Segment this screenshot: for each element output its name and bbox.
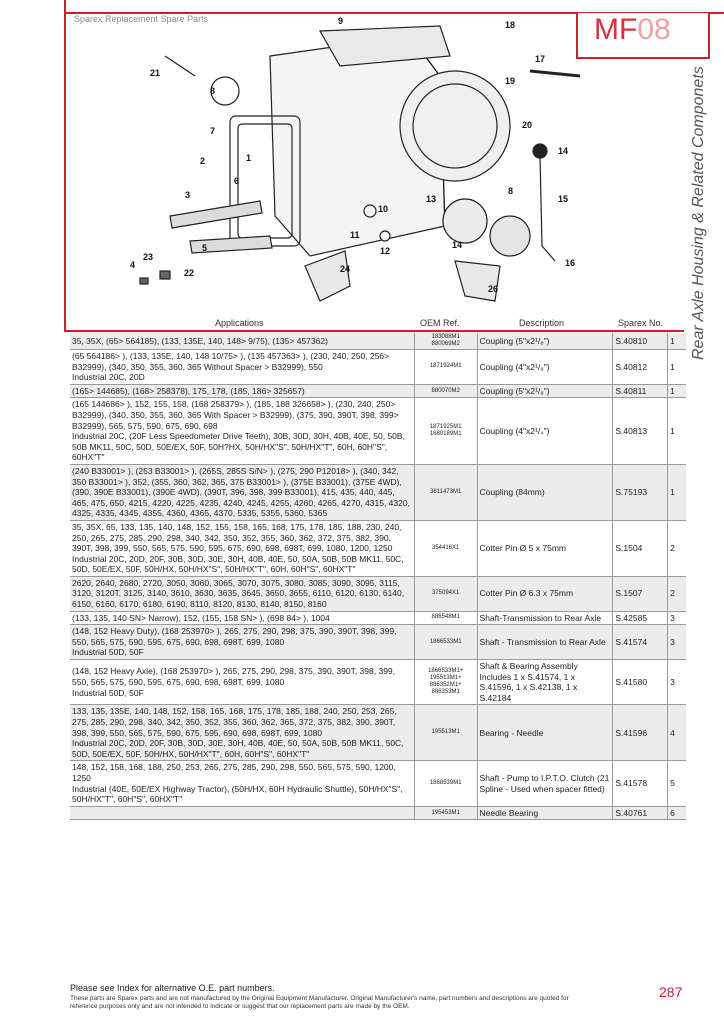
oem-cell: 195513M1	[414, 705, 477, 761]
cable-22	[165, 56, 195, 76]
section-code	[594, 13, 671, 47]
applications-cell: 2620, 2640, 2680, 2720, 3050, 3060, 3065, 3070, 3075, 3080, 3085, 3090, 3095, 3115, 3120, 3120T, 3125, 3140, 3610, 3630, 3635, 3645, 3650, 3655, 6110, 6120, 6130, 6140, 6150, 6160, 6170, 6180, 6190, 8110, 8120, 8130, 8140, 8150, 8160	[70, 576, 414, 611]
section-code-prefix: MF	[594, 13, 638, 46]
sparex-cell: S.1504	[613, 520, 668, 576]
callout-11: 11	[350, 230, 360, 240]
ref-cell: 5	[668, 761, 686, 806]
callout-2: 2	[200, 156, 206, 166]
section-title: Rear Axle Housing & Related Componets	[690, 66, 707, 360]
callout-8-top: 8	[210, 86, 216, 96]
ref-cell: 2	[668, 520, 686, 576]
table-row	[70, 611, 686, 625]
oem-cell: 886548M1	[414, 611, 477, 625]
description-cell: Coupling (5"x2¹/₈")	[477, 333, 613, 350]
ref-cell: 1	[668, 333, 686, 350]
applications-cell: (165 144686> ), 152, 155, 158, (168 258379> ), (185, 188 326658> ), (230, 240, 250> B32999), (340, 350, 355, 360, 365 With Spacer > B32999), (375, 390, 390T, 398, 399> B32999), 565, 575, 590, 675, 690, 698 Industrial 20C, (20F Less Speedometer Drive Teeth), 30B, 30D, 30H, 40B, 40E, 50, 50B, 50B MK11, 50C, 50D, 50E/EX, 50F, 50H?HX, 50H/HX"S", 50H/HX"T", 60H, 60H"S", 60HX"T"	[70, 398, 414, 465]
callout-12: 12	[380, 246, 391, 256]
sparex-cell: S.40810	[613, 333, 668, 350]
callout-22: 21	[150, 68, 161, 78]
section-code-suffix: 08	[637, 13, 671, 46]
applications-cell: (148, 152 Heavy Axle), (168 253970> ), 265, 275, 290, 298, 375, 390, 390T, 398, 399, 550, 565, 575, 590, 595, 675, 690, 698, 698T, 699, 1080 Industrial 50D, 50F	[70, 660, 414, 705]
description-cell: Coupling (4"x2¹/₈")	[477, 350, 613, 385]
brand-title: Sparex Replacement Spare Parts	[74, 14, 209, 24]
ref-cell: 1	[668, 350, 686, 385]
table-row	[70, 464, 686, 520]
description-cell: Cotter Pin Ø 6.3 x 75mm	[477, 576, 613, 611]
flange-small	[490, 216, 530, 256]
callout-4: 4	[130, 260, 136, 270]
applications-cell: 133, 135, 135E, 140, 148, 152, 158, 165, 168, 175, 178, 185, 188, 240, 250, 253, 265, 275, 285, 290, 298, 340, 342, 350, 352, 355, 360, 362, 365, 372, 375, 382, 390, 390T, 398, 399, 550, 565, 575, 590, 675, 595, 690, 698, 698T, 699, 1080 Industrial 20C, 20D, 20F, 30B, 30D, 30E, 30H, 40B, 40E, 50, 50A, 50B, 50B MK11, 50C, 50D, 50E/EX, 50F, 50H/HX, 50H/HX"T", 60H, 60H"S", 60HX"T"	[70, 705, 414, 761]
oem-cell: 1866533M1+ 195513M1+ 886352M1+ 886353M1	[414, 660, 477, 705]
flange-large	[400, 71, 510, 181]
callout-18: 17	[535, 54, 546, 64]
page-number: 287	[659, 984, 683, 1000]
callout-8-right: 8	[508, 186, 514, 196]
callout-10: 10	[378, 204, 389, 214]
description-cell: Needle Bearing	[477, 806, 613, 820]
applications-cell: (148, 152 Heavy Duty), (168 253970> ), 265, 275, 290, 298, 375, 390, 390T, 398, 399, 550, 565, 575, 590, 595, 675, 690, 698, 698T, 699, 1080 Industrial 50D, 50F	[70, 625, 414, 660]
table-row	[70, 576, 686, 611]
description-cell: Cotter Pin Ø 5 x 75mm	[477, 520, 613, 576]
applications-cell: (65 564186> ), (133, 135E, 140, 148 10/75> ), (135 457363> ), (230, 240, 250, 256> B32999), (340, 350, 355, 360, 365 Without Spacer > B32999), 550 Industrial 20C, 20D	[70, 350, 414, 385]
table-row	[70, 350, 686, 385]
applications-cell: (165> 144685), (168> 258378), 175, 178, (185, 186> 325657)	[70, 384, 414, 398]
lever-16	[540, 156, 555, 261]
callout-5: 5	[202, 243, 208, 253]
ref-cell: 2	[668, 576, 686, 611]
oem-cell: 880070M2	[414, 384, 477, 398]
applications-cell: (240 B33001> ), (253 B33001> ), (265S, 285S S/N> ), (275, 290 P12018> ), (340, 342, 350 B33001> ), 352, (355, 360, 362, 365, 375 B33001> ), (375E B33001), (375E 4WD), (390, 390E B33001), (390E 4WD), (390T, 396, 398, 399 B33001), 415, 435, 440, 445, 465, 475, 650, 4215, 4220, 4225, 4235, 4240, 4245, 4255, 4260, 4265, 4270, 4315, 4320, 4325, 4335, 4345, 4355, 4360, 4365, 4370, 5335, 5355, 5360, 5365	[70, 464, 414, 520]
column-header-applications: Applications	[215, 318, 264, 328]
applications-cell: 35, 35X, 65, 133, 135, 140, 148, 152, 155, 158, 165, 168, 175, 178, 185, 188, 230, 240, 250, 265, 275, 285, 290, 298, 340, 342, 350, 352, 355, 360, 362, 372, 375, 382, 390, 390T, 398, 399, 550, 565, 575, 590, 595, 675, 690, 698, 698T, 699, 1080, 1200, 1250 Industrial 20C, 20D, 20F, 30B, 30D, 30E, 30H, 40B, 40E, 50, 50A, 50B, 50B MK11, 50C, 50D, 50E/EX, 50F, 50H/HX, 50H/HX"S", 50H/HX"T", 60H, 60H"S", 60HX"T"	[70, 520, 414, 576]
callout-19: 18	[505, 20, 516, 30]
callout-7: 7	[210, 126, 216, 136]
applications-cell: 148, 152, 158, 168, 188, 250, 253, 265, 275, 285, 290, 298, 550, 565, 575, 590, 1200, 1250 Industrial (40E, 50E/EX Highway Tractor), (50H/HX, 60H Hydraulic Shuttle), 50H/HX"S", 50H/HX"T", 60H"S", 60HX"T"	[70, 761, 414, 806]
sparex-cell: S.40813	[613, 398, 668, 465]
sparex-cell: S.42585	[613, 611, 668, 625]
ref-cell: 6	[668, 806, 686, 820]
parts-table	[70, 333, 686, 820]
callout-23: 22	[184, 268, 195, 278]
sparex-cell: S.1507	[613, 576, 668, 611]
pin-18	[530, 71, 580, 76]
applications-cell	[70, 806, 414, 820]
table-row	[70, 520, 686, 576]
oem-cell: 1868539M1	[414, 761, 477, 806]
sparex-cell: S.40811	[613, 384, 668, 398]
column-header-description: Description	[519, 318, 565, 328]
ref-cell: 3	[668, 611, 686, 625]
applications-cell: (133, 135, 140 SN> Narrow), 152, (155, 158 SN> ), (698 84> ), 1004	[70, 611, 414, 625]
table-row	[70, 625, 686, 660]
sparex-cell: S.41578	[613, 761, 668, 806]
ref-cell: 4	[668, 705, 686, 761]
description-cell: Shaft-Transmission to Rear Axle	[477, 611, 613, 625]
description-cell: Bearing - Needle	[477, 705, 613, 761]
frame-left-rule	[64, 0, 66, 330]
sparex-cell: S.41580	[613, 660, 668, 705]
oem-cell: 1871925M1 1680189M1	[414, 398, 477, 465]
description-cell: Coupling (4"x2¹/₄")	[477, 398, 613, 465]
diagram-bottom-rule	[64, 330, 684, 332]
ref-cell: 1	[668, 464, 686, 520]
callout-20: 19	[505, 76, 516, 86]
callout-25: 24	[340, 264, 351, 274]
sparex-cell: S.40812	[613, 350, 668, 385]
oem-cell: 3611473M1	[414, 464, 477, 520]
table-row	[70, 384, 686, 398]
oem-cell: 1871924M1	[414, 350, 477, 385]
index-note: Please see Index for alternative O.E. part numbers.	[70, 983, 275, 993]
applications-cell: 35, 35X, (65> 564185), (133, 135E, 140, 148> 9/75), (135> 457362)	[70, 333, 414, 350]
sparex-cell: S.40761	[613, 806, 668, 820]
table-row	[70, 660, 686, 705]
housing-top-plate	[320, 26, 450, 66]
column-header-sparex: Sparex No.	[618, 318, 664, 328]
oem-cell: 1866533M1	[414, 625, 477, 660]
column-header-oem: OEM Ref.	[420, 318, 460, 328]
oem-cell: 354416X1	[414, 520, 477, 576]
sparex-cell: S.41596	[613, 705, 668, 761]
ref-cell: 1	[668, 384, 686, 398]
callout-17: 16	[565, 258, 576, 268]
oem-cell: 375094X1	[414, 576, 477, 611]
callout-15: 14	[558, 146, 569, 156]
oem-cell: 195453M1	[414, 806, 477, 820]
callout-26: 26	[488, 284, 499, 294]
callout-1: 1	[246, 153, 252, 163]
callout-16: 15	[558, 194, 569, 204]
table-row	[70, 761, 686, 806]
ref-cell: 3	[668, 660, 686, 705]
description-cell: Coupling (84mm)	[477, 464, 613, 520]
callout-9: 9	[338, 16, 344, 26]
bracket-25	[305, 251, 350, 301]
description-cell: Shaft & Bearing Assembly Includes 1 x S.41574, 1 x S.41596, 1 x S.42138, 1 x S.42184	[477, 660, 613, 705]
sparex-cell: S.41574	[613, 625, 668, 660]
ref-cell: 3	[668, 625, 686, 660]
bracket-26	[455, 261, 500, 301]
callout-6: 6	[234, 176, 240, 186]
callout-14: 14	[452, 240, 463, 250]
table-row	[70, 398, 686, 465]
callout-3: 3	[185, 190, 191, 200]
callout-21: 20	[522, 120, 533, 130]
table-row	[70, 333, 686, 350]
ref-cell: 1	[668, 398, 686, 465]
shaft-lower	[170, 201, 262, 228]
exploded-parts-diagram	[110, 16, 580, 316]
description-cell: Shaft - Transmission to Rear Axle	[477, 625, 613, 660]
disclaimer: These parts are Sparex parts and are not manufactured by the Original Equipment Manufacturer. Original Manufacturer's name, part numbers and descriptions are quoted for reference purposes only and are not intended to indicate or suggest that our replacement parts are made by the OEM.	[70, 995, 569, 1010]
oem-cell: 183088M1 880069M2	[414, 333, 477, 350]
table-row	[70, 705, 686, 761]
description-cell: Shaft - Pump to I.P.T.O. Clutch (21 Spline - Used when spacer fitted)	[477, 761, 613, 806]
description-cell: Coupling (5"x2¹/₈")	[477, 384, 613, 398]
callout-13: 13	[426, 194, 437, 204]
table-row	[70, 806, 686, 820]
callout-24: 23	[143, 252, 154, 262]
sparex-cell: S.75193	[613, 464, 668, 520]
